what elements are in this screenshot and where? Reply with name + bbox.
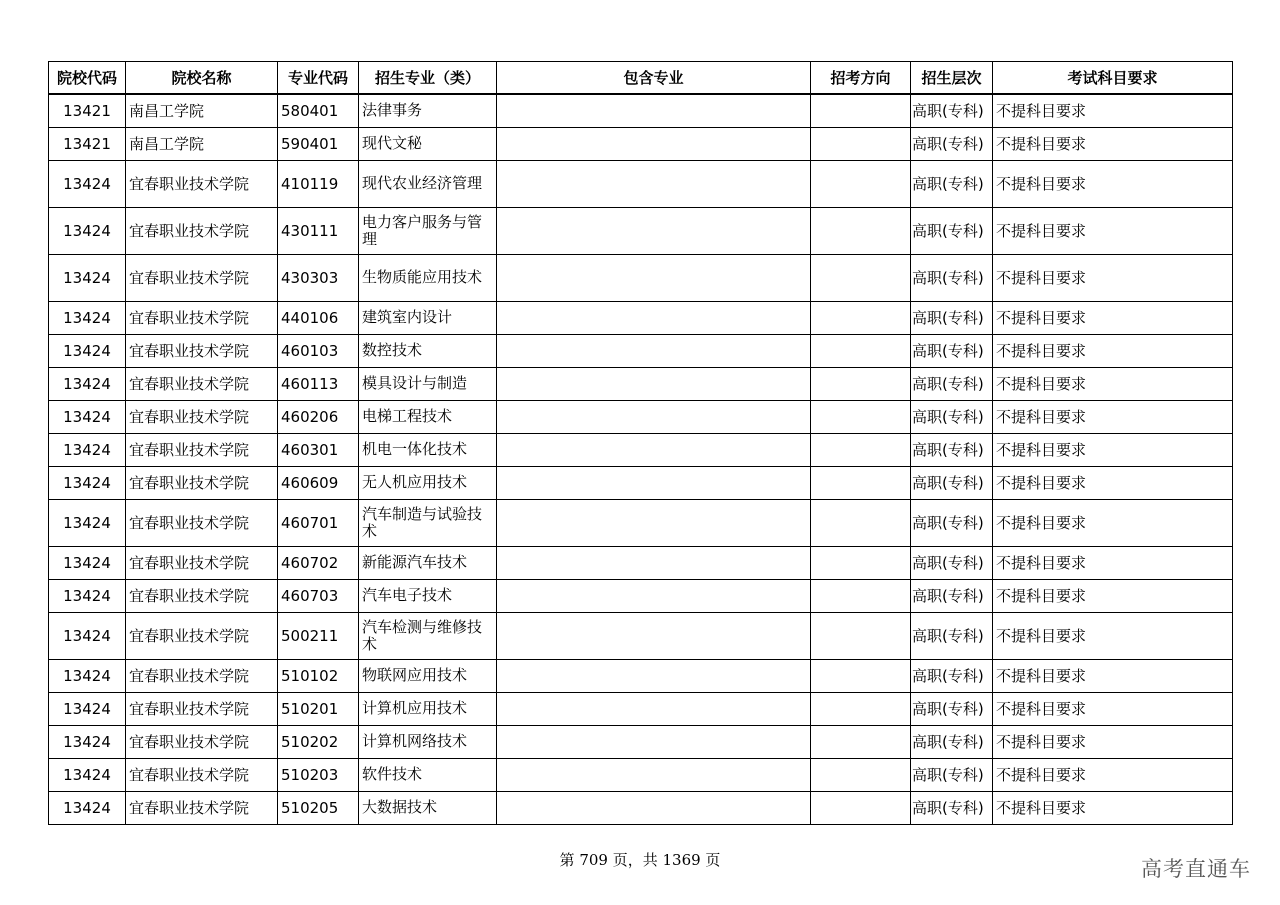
cell-school-code: 13424: [49, 433, 126, 466]
table-row: [49, 207, 1233, 254]
cell-school-code: 13421: [49, 94, 126, 127]
cell-included-majors: [497, 127, 811, 160]
cell-major: 无人机应用技术: [359, 466, 497, 499]
table-row: [49, 692, 1233, 725]
cell-direction: [811, 127, 911, 160]
cell-direction: [811, 334, 911, 367]
page-number: 第 709 页，共 1369 页: [559, 851, 721, 869]
cell-school-code: 13424: [49, 367, 126, 400]
cell-school-name: 宜春职业技术学院: [126, 758, 278, 791]
cell-school-code: 13424: [49, 692, 126, 725]
header-major: 招生专业（类）: [359, 62, 497, 95]
cell-level: 高职(专科): [911, 334, 993, 367]
cell-major: 计算机网络技术: [359, 725, 497, 758]
cell-major-code: 580401: [278, 94, 359, 127]
table-row: [49, 127, 1233, 160]
cell-included-majors: [497, 400, 811, 433]
cell-direction: [811, 791, 911, 824]
cell-requirement: 不提科目要求: [993, 546, 1233, 579]
cell-direction: [811, 692, 911, 725]
table-row: [49, 400, 1233, 433]
cell-school-name: 宜春职业技术学院: [126, 659, 278, 692]
cell-level: 高职(专科): [911, 725, 993, 758]
table-row: [49, 160, 1233, 207]
cell-requirement: 不提科目要求: [993, 791, 1233, 824]
table-row: [49, 725, 1233, 758]
cell-school-name: 宜春职业技术学院: [126, 334, 278, 367]
cell-major: 大数据技术: [359, 791, 497, 824]
cell-school-name: 宜春职业技术学院: [126, 466, 278, 499]
cell-major: 计算机应用技术: [359, 692, 497, 725]
table-body: [49, 94, 1233, 824]
cell-school-name: 宜春职业技术学院: [126, 692, 278, 725]
cell-school-code: 13424: [49, 659, 126, 692]
table-row: [49, 499, 1233, 546]
cell-requirement: 不提科目要求: [993, 400, 1233, 433]
cell-school-name: 宜春职业技术学院: [126, 579, 278, 612]
table-row: [49, 791, 1233, 824]
cell-level: 高职(专科): [911, 466, 993, 499]
cell-major: 现代农业经济管理: [359, 160, 497, 207]
cell-direction: [811, 367, 911, 400]
table-row: [49, 612, 1233, 659]
cell-included-majors: [497, 579, 811, 612]
cell-major-code: 510203: [278, 758, 359, 791]
cell-included-majors: [497, 659, 811, 692]
cell-level: 高职(专科): [911, 579, 993, 612]
cell-school-name: 宜春职业技术学院: [126, 367, 278, 400]
cell-major: 建筑室内设计: [359, 301, 497, 334]
cell-school-name: 宜春职业技术学院: [126, 400, 278, 433]
table-row: [49, 301, 1233, 334]
cell-major: 软件技术: [359, 758, 497, 791]
cell-included-majors: [497, 758, 811, 791]
cell-major-code: 460702: [278, 546, 359, 579]
cell-school-code: 13424: [49, 612, 126, 659]
cell-requirement: 不提科目要求: [993, 301, 1233, 334]
cell-included-majors: [497, 791, 811, 824]
watermark: 高考直通车: [1141, 857, 1251, 881]
header-requirement: 考试科目要求: [993, 62, 1233, 95]
cell-included-majors: [497, 725, 811, 758]
cell-major: 现代文秘: [359, 127, 497, 160]
cell-level: 高职(专科): [911, 207, 993, 254]
cell-requirement: 不提科目要求: [993, 499, 1233, 546]
cell-direction: [811, 254, 911, 301]
cell-school-name: 宜春职业技术学院: [126, 499, 278, 546]
table-row: [49, 254, 1233, 301]
cell-major: 模具设计与制造: [359, 367, 497, 400]
table-row: [49, 546, 1233, 579]
table-row: [49, 94, 1233, 127]
cell-major-code: 590401: [278, 127, 359, 160]
cell-requirement: 不提科目要求: [993, 160, 1233, 207]
cell-requirement: 不提科目要求: [993, 433, 1233, 466]
cell-level: 高职(专科): [911, 301, 993, 334]
cell-requirement: 不提科目要求: [993, 659, 1233, 692]
cell-major-code: 460703: [278, 579, 359, 612]
cell-school-name: 宜春职业技术学院: [126, 207, 278, 254]
cell-major-code: 430303: [278, 254, 359, 301]
cell-requirement: 不提科目要求: [993, 254, 1233, 301]
cell-major-code: 460701: [278, 499, 359, 546]
table-row: [49, 466, 1233, 499]
cell-direction: [811, 301, 911, 334]
table-row: [49, 334, 1233, 367]
cell-major-code: 500211: [278, 612, 359, 659]
cell-included-majors: [497, 334, 811, 367]
cell-major: 新能源汽车技术: [359, 546, 497, 579]
cell-school-name: 南昌工学院: [126, 127, 278, 160]
cell-school-code: 13421: [49, 127, 126, 160]
cell-major-code: 460206: [278, 400, 359, 433]
cell-included-majors: [497, 367, 811, 400]
cell-requirement: 不提科目要求: [993, 579, 1233, 612]
cell-school-name: 南昌工学院: [126, 94, 278, 127]
table-row: [49, 433, 1233, 466]
cell-major-code: 510201: [278, 692, 359, 725]
cell-direction: [811, 94, 911, 127]
cell-requirement: 不提科目要求: [993, 127, 1233, 160]
cell-school-name: 宜春职业技术学院: [126, 301, 278, 334]
cell-school-code: 13424: [49, 546, 126, 579]
cell-included-majors: [497, 499, 811, 546]
cell-school-code: 13424: [49, 466, 126, 499]
header-direction: 招考方向: [811, 62, 911, 95]
cell-school-name: 宜春职业技术学院: [126, 160, 278, 207]
cell-included-majors: [497, 466, 811, 499]
cell-included-majors: [497, 207, 811, 254]
cell-direction: [811, 499, 911, 546]
cell-school-name: 宜春职业技术学院: [126, 254, 278, 301]
cell-direction: [811, 659, 911, 692]
cell-school-code: 13424: [49, 499, 126, 546]
cell-included-majors: [497, 301, 811, 334]
cell-school-code: 13424: [49, 160, 126, 207]
cell-major: 汽车检测与维修技术: [359, 612, 497, 659]
cell-level: 高职(专科): [911, 758, 993, 791]
cell-included-majors: [497, 546, 811, 579]
cell-direction: [811, 160, 911, 207]
cell-school-code: 13424: [49, 254, 126, 301]
cell-major: 电梯工程技术: [359, 400, 497, 433]
cell-school-name: 宜春职业技术学院: [126, 433, 278, 466]
cell-school-name: 宜春职业技术学院: [126, 546, 278, 579]
cell-level: 高职(专科): [911, 659, 993, 692]
cell-level: 高职(专科): [911, 94, 993, 127]
cell-school-name: 宜春职业技术学院: [126, 612, 278, 659]
header-included-majors: 包含专业: [497, 62, 811, 95]
cell-requirement: 不提科目要求: [993, 94, 1233, 127]
cell-school-code: 13424: [49, 579, 126, 612]
header-row: [49, 62, 1233, 95]
cell-direction: [811, 546, 911, 579]
header-school-name: 院校名称: [126, 62, 278, 95]
cell-requirement: 不提科目要求: [993, 367, 1233, 400]
cell-level: 高职(专科): [911, 612, 993, 659]
cell-school-code: 13424: [49, 207, 126, 254]
cell-major-code: 510102: [278, 659, 359, 692]
header-major-code: 专业代码: [278, 62, 359, 95]
cell-direction: [811, 207, 911, 254]
cell-school-name: 宜春职业技术学院: [126, 791, 278, 824]
table-row: [49, 367, 1233, 400]
cell-requirement: 不提科目要求: [993, 692, 1233, 725]
cell-level: 高职(专科): [911, 546, 993, 579]
cell-included-majors: [497, 160, 811, 207]
cell-major: 机电一体化技术: [359, 433, 497, 466]
cell-major-code: 430111: [278, 207, 359, 254]
cell-direction: [811, 466, 911, 499]
cell-level: 高职(专科): [911, 692, 993, 725]
cell-requirement: 不提科目要求: [993, 612, 1233, 659]
cell-level: 高职(专科): [911, 367, 993, 400]
cell-direction: [811, 400, 911, 433]
cell-major-code: 460301: [278, 433, 359, 466]
cell-major: 生物质能应用技术: [359, 254, 497, 301]
cell-included-majors: [497, 254, 811, 301]
cell-level: 高职(专科): [911, 400, 993, 433]
cell-requirement: 不提科目要求: [993, 725, 1233, 758]
cell-level: 高职(专科): [911, 160, 993, 207]
cell-included-majors: [497, 433, 811, 466]
table-row: [49, 758, 1233, 791]
cell-major: 汽车电子技术: [359, 579, 497, 612]
cell-direction: [811, 612, 911, 659]
cell-major-code: 510205: [278, 791, 359, 824]
admissions-table: [48, 61, 1233, 825]
cell-included-majors: [497, 94, 811, 127]
cell-requirement: 不提科目要求: [993, 207, 1233, 254]
cell-requirement: 不提科目要求: [993, 334, 1233, 367]
cell-major-code: 410119: [278, 160, 359, 207]
cell-requirement: 不提科目要求: [993, 758, 1233, 791]
cell-school-code: 13424: [49, 791, 126, 824]
cell-school-code: 13424: [49, 400, 126, 433]
cell-requirement: 不提科目要求: [993, 466, 1233, 499]
cell-major-code: 460103: [278, 334, 359, 367]
cell-school-name: 宜春职业技术学院: [126, 725, 278, 758]
cell-included-majors: [497, 692, 811, 725]
cell-level: 高职(专科): [911, 791, 993, 824]
table-row: [49, 579, 1233, 612]
cell-included-majors: [497, 612, 811, 659]
table-row: [49, 659, 1233, 692]
cell-major: 汽车制造与试验技术: [359, 499, 497, 546]
cell-level: 高职(专科): [911, 499, 993, 546]
header-level: 招生层次: [911, 62, 993, 95]
cell-direction: [811, 758, 911, 791]
cell-major-code: 510202: [278, 725, 359, 758]
cell-direction: [811, 579, 911, 612]
cell-major: 数控技术: [359, 334, 497, 367]
cell-level: 高职(专科): [911, 433, 993, 466]
cell-major: 电力客户服务与管理: [359, 207, 497, 254]
cell-major: 物联网应用技术: [359, 659, 497, 692]
cell-level: 高职(专科): [911, 254, 993, 301]
cell-level: 高职(专科): [911, 127, 993, 160]
cell-major-code: 460113: [278, 367, 359, 400]
cell-major-code: 460609: [278, 466, 359, 499]
cell-school-code: 13424: [49, 758, 126, 791]
cell-school-code: 13424: [49, 301, 126, 334]
header-school-code: 院校代码: [49, 62, 126, 95]
table-header: [49, 62, 1233, 95]
cell-major: 法律事务: [359, 94, 497, 127]
cell-major-code: 440106: [278, 301, 359, 334]
cell-direction: [811, 433, 911, 466]
cell-direction: [811, 725, 911, 758]
cell-school-code: 13424: [49, 725, 126, 758]
cell-school-code: 13424: [49, 334, 126, 367]
